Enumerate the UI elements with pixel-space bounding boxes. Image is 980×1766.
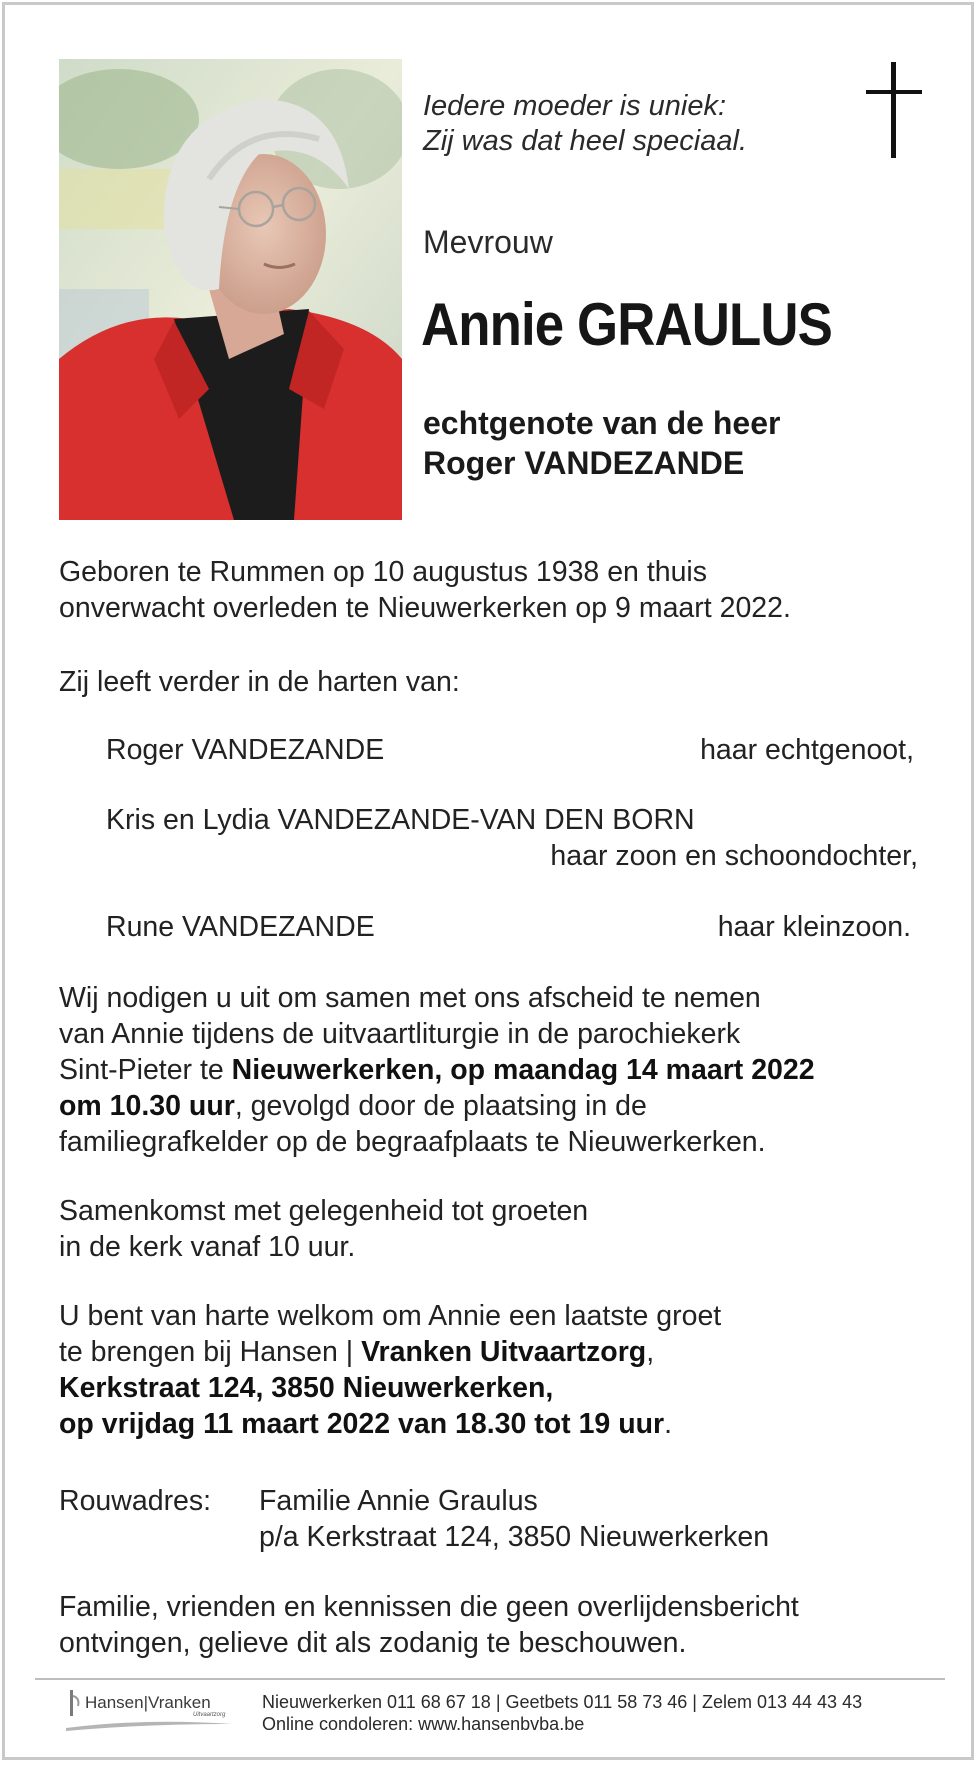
ceremony-time: om 10.30 uur (59, 1090, 235, 1122)
visit-date-time: op vrijdag 11 maart 2022 van 18.30 tot 19 uur (59, 1408, 665, 1440)
gathering-line: Samenkomst met gelegenheid tot groeten (59, 1195, 589, 1227)
closing-line: Familie, vrienden en kennissen die geen overlijdensbericht (59, 1591, 799, 1623)
visit-paragraph (59, 1298, 721, 1442)
footer-divider (35, 1678, 945, 1680)
gathering-paragraph (59, 1193, 588, 1265)
funeral-home-address: Kerkstraat 124, 3850 Nieuwerkerken, (59, 1372, 554, 1404)
closing-paragraph (59, 1589, 799, 1661)
family-member-name: Kris en Lydia VANDEZANDE-VAN DEN BORN (106, 804, 695, 836)
spouse-line-1: echtgenote van de heer (423, 405, 781, 441)
ceremony-paragraph (59, 980, 815, 1160)
family-intro: Zij leeft verder in de harten van: (59, 666, 460, 698)
logo-subtitle: Uitvaartzorg (193, 1712, 226, 1718)
spouse-line-2: Roger VANDEZANDE (423, 445, 745, 481)
logo-swoosh-icon (64, 1716, 234, 1732)
ceremony-place-date: Nieuwerkerken, op maandag 14 maart 2022 (231, 1054, 815, 1086)
address-block (259, 1483, 769, 1555)
address-line-2: p/a Kerkstraat 124, 3850 Nieuwerkerken (259, 1521, 770, 1553)
ceremony-line: familiegrafkelder op de begraafplaats te Nieuwerkerken. (59, 1126, 766, 1158)
visit-line (59, 1370, 721, 1406)
deceased-name: Annie GRAULUS (421, 291, 832, 358)
logo-text: Hansen|Vranken (85, 1693, 211, 1712)
visit-line: op vrijdag 11 maart 2022 van 18.30 tot 19 uur. (59, 1408, 673, 1440)
visit-line: U bent van harte welkom om Annie een laatste groet (59, 1300, 722, 1332)
closing-line: ontvingen, gelieve dit als zodanig te beschouwen. (59, 1627, 687, 1659)
motto-line-1: Iedere moeder is uniek: (423, 90, 727, 122)
birth-line-1: Geboren te Rummen op 10 augustus 1938 en thuis (59, 556, 708, 588)
ceremony-line: om 10.30 uur, gevolgd door de plaatsing in de (59, 1090, 647, 1122)
honorific: Mevrouw (423, 224, 553, 260)
portrait-photo (59, 59, 402, 520)
ceremony-line: Wij nodigen u uit om samen met ons afscheid te nemen (59, 982, 761, 1014)
spouse-info (423, 403, 780, 483)
visit-line: te brengen bij Hansen | Vranken Uitvaartzorg, (59, 1336, 655, 1368)
motto (423, 89, 843, 159)
cross-icon (866, 62, 922, 158)
birth-paragraph (59, 554, 791, 626)
footer-contact (262, 1691, 862, 1735)
gathering-line: in de kerk vanaf 10 uur. (59, 1231, 356, 1263)
motto-line-2: Zij was dat heel speciaal. (423, 125, 747, 157)
family-member-name: Roger VANDEZANDE (106, 734, 385, 766)
family-member-relation: haar kleinzoon. (717, 911, 911, 943)
birth-line-2: onverwacht overleden te Nieuwerkerken op 9 maart 2022. (59, 592, 791, 624)
ceremony-line: van Annie tijdens de uitvaartliturgie in de parochiekerk (59, 1018, 741, 1050)
funeral-home-name: Vranken Uitvaartzorg (361, 1336, 647, 1368)
ceremony-line: Sint-Pieter te Nieuwerkerken, op maandag 14 maart 2022 (59, 1054, 815, 1086)
address-line-1: Familie Annie Graulus (259, 1485, 538, 1517)
footer-phones: Nieuwerkerken 011 68 67 18 | Geetbets 011 58 73 46 | Zelem 013 44 43 43 (262, 1692, 863, 1712)
family-member-name: Rune VANDEZANDE (106, 911, 375, 943)
family-member-relation: haar zoon en schoondochter, (550, 840, 918, 872)
address-label: Rouwadres: (59, 1485, 212, 1517)
family-member-relation: haar echtgenoot, (700, 734, 914, 766)
footer-online-link[interactable]: Online condoleren: www.hansenbvba.be (262, 1714, 585, 1734)
